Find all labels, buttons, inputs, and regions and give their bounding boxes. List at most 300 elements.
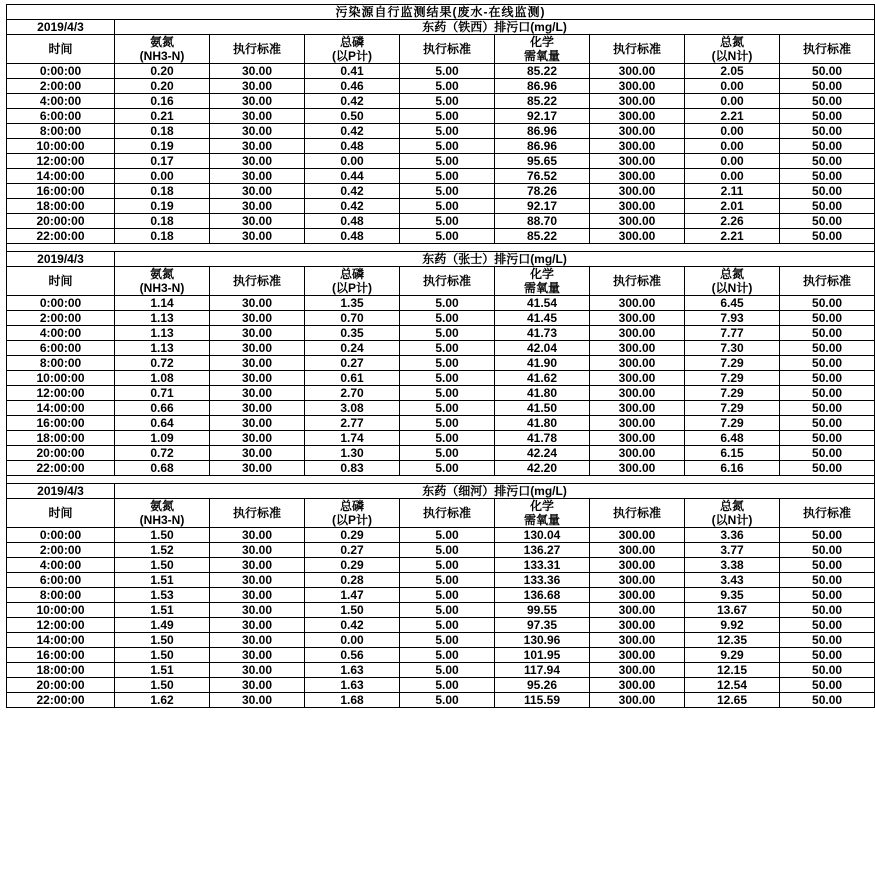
header-cod bbox=[495, 35, 590, 64]
section-header-row bbox=[7, 484, 875, 499]
header-nitrogen bbox=[685, 499, 780, 528]
cell-std-ammonia: 30.00 bbox=[210, 139, 305, 154]
cell-cod: 97.35 bbox=[495, 618, 590, 633]
cell-std-ammonia: 30.00 bbox=[210, 588, 305, 603]
cell-nitrogen: 3.77 bbox=[685, 543, 780, 558]
cell-nitrogen: 7.93 bbox=[685, 311, 780, 326]
header-phosphorus-line2: (以P计) bbox=[332, 49, 372, 63]
header-cod-line2: 需氧量 bbox=[523, 281, 560, 295]
cell-std-nitrogen: 50.00 bbox=[780, 446, 875, 461]
cell-std-ammonia: 30.00 bbox=[210, 693, 305, 708]
header-nitrogen-line2: (以N计) bbox=[711, 281, 753, 295]
cell-ammonia: 1.13 bbox=[115, 311, 210, 326]
report-table bbox=[6, 4, 875, 708]
header-std-ammonia: 执行标准 bbox=[210, 267, 305, 296]
cell-std-cod: 300.00 bbox=[590, 229, 685, 244]
cell-time: 10:00:00 bbox=[7, 371, 115, 386]
cell-nitrogen: 2.21 bbox=[685, 229, 780, 244]
cell-nitrogen: 7.29 bbox=[685, 386, 780, 401]
cell-std-nitrogen: 50.00 bbox=[780, 311, 875, 326]
cell-phosphorus: 3.08 bbox=[305, 401, 400, 416]
cell-cod: 42.20 bbox=[495, 461, 590, 476]
cell-nitrogen: 12.54 bbox=[685, 678, 780, 693]
cell-phosphorus: 0.48 bbox=[305, 214, 400, 229]
cell-std-nitrogen: 50.00 bbox=[780, 558, 875, 573]
cell-time: 8:00:00 bbox=[7, 124, 115, 139]
table-row bbox=[7, 663, 875, 678]
cell-std-ammonia: 30.00 bbox=[210, 543, 305, 558]
cell-cod: 130.04 bbox=[495, 528, 590, 543]
cell-phosphorus: 0.42 bbox=[305, 618, 400, 633]
section-date: 2019/4/3 bbox=[7, 484, 115, 499]
header-nitrogen bbox=[685, 267, 780, 296]
cell-ammonia: 0.72 bbox=[115, 356, 210, 371]
cell-cod: 41.62 bbox=[495, 371, 590, 386]
header-time: 时间 bbox=[7, 267, 115, 296]
cell-std-ammonia: 30.00 bbox=[210, 618, 305, 633]
cell-std-phosphorus: 5.00 bbox=[400, 64, 495, 79]
section-spacer bbox=[7, 244, 875, 252]
header-ammonia-line1: 氨氮 bbox=[149, 499, 174, 513]
cell-phosphorus: 1.68 bbox=[305, 693, 400, 708]
cell-std-ammonia: 30.00 bbox=[210, 558, 305, 573]
cell-ammonia: 1.52 bbox=[115, 543, 210, 558]
cell-std-cod: 300.00 bbox=[590, 648, 685, 663]
cell-std-phosphorus: 5.00 bbox=[400, 79, 495, 94]
cell-std-cod: 300.00 bbox=[590, 139, 685, 154]
cell-ammonia: 1.13 bbox=[115, 341, 210, 356]
cell-std-nitrogen: 50.00 bbox=[780, 663, 875, 678]
cell-phosphorus: 0.41 bbox=[305, 64, 400, 79]
table-row bbox=[7, 446, 875, 461]
cell-std-ammonia: 30.00 bbox=[210, 154, 305, 169]
cell-ammonia: 1.51 bbox=[115, 663, 210, 678]
cell-ammonia: 1.09 bbox=[115, 431, 210, 446]
cell-time: 2:00:00 bbox=[7, 79, 115, 94]
header-std-phosphorus: 执行标准 bbox=[400, 499, 495, 528]
cell-time: 12:00:00 bbox=[7, 386, 115, 401]
cell-std-ammonia: 30.00 bbox=[210, 401, 305, 416]
section-header-row bbox=[7, 20, 875, 35]
cell-std-ammonia: 30.00 bbox=[210, 296, 305, 311]
table-row bbox=[7, 199, 875, 214]
cell-phosphorus: 0.28 bbox=[305, 573, 400, 588]
table-row bbox=[7, 618, 875, 633]
cell-time: 22:00:00 bbox=[7, 693, 115, 708]
section-header-row bbox=[7, 252, 875, 267]
cell-std-phosphorus: 5.00 bbox=[400, 214, 495, 229]
cell-nitrogen: 2.05 bbox=[685, 64, 780, 79]
table-row bbox=[7, 94, 875, 109]
cell-time: 22:00:00 bbox=[7, 461, 115, 476]
table-row bbox=[7, 431, 875, 446]
cell-phosphorus: 0.27 bbox=[305, 356, 400, 371]
cell-std-phosphorus: 5.00 bbox=[400, 296, 495, 311]
header-ammonia-line2: (NH3-N) bbox=[139, 281, 185, 295]
cell-time: 6:00:00 bbox=[7, 341, 115, 356]
header-ammonia-line2: (NH3-N) bbox=[139, 49, 185, 63]
cell-time: 20:00:00 bbox=[7, 446, 115, 461]
cell-std-nitrogen: 50.00 bbox=[780, 124, 875, 139]
cell-ammonia: 0.18 bbox=[115, 184, 210, 199]
cell-ammonia: 0.21 bbox=[115, 109, 210, 124]
cell-std-cod: 300.00 bbox=[590, 124, 685, 139]
cell-std-phosphorus: 5.00 bbox=[400, 693, 495, 708]
cell-std-cod: 300.00 bbox=[590, 79, 685, 94]
cell-nitrogen: 2.11 bbox=[685, 184, 780, 199]
header-cod-line1: 化学 bbox=[529, 499, 554, 513]
cell-std-nitrogen: 50.00 bbox=[780, 64, 875, 79]
header-std-cod: 执行标准 bbox=[590, 267, 685, 296]
cell-std-ammonia: 30.00 bbox=[210, 461, 305, 476]
cell-ammonia: 0.16 bbox=[115, 94, 210, 109]
cell-ammonia: 1.50 bbox=[115, 528, 210, 543]
cell-cod: 41.90 bbox=[495, 356, 590, 371]
cell-ammonia: 1.08 bbox=[115, 371, 210, 386]
cell-ammonia: 0.68 bbox=[115, 461, 210, 476]
cell-std-cod: 300.00 bbox=[590, 401, 685, 416]
cell-std-nitrogen: 50.00 bbox=[780, 603, 875, 618]
cell-time: 0:00:00 bbox=[7, 296, 115, 311]
cell-std-ammonia: 30.00 bbox=[210, 326, 305, 341]
cell-std-ammonia: 30.00 bbox=[210, 416, 305, 431]
cell-std-ammonia: 30.00 bbox=[210, 678, 305, 693]
cell-phosphorus: 1.35 bbox=[305, 296, 400, 311]
cell-std-ammonia: 30.00 bbox=[210, 124, 305, 139]
cell-std-nitrogen: 50.00 bbox=[780, 573, 875, 588]
cell-std-cod: 300.00 bbox=[590, 603, 685, 618]
table-row bbox=[7, 229, 875, 244]
table-row bbox=[7, 139, 875, 154]
cell-std-nitrogen: 50.00 bbox=[780, 461, 875, 476]
cell-std-nitrogen: 50.00 bbox=[780, 184, 875, 199]
cell-time: 10:00:00 bbox=[7, 603, 115, 618]
header-std-cod: 执行标准 bbox=[590, 499, 685, 528]
cell-std-ammonia: 30.00 bbox=[210, 528, 305, 543]
cell-nitrogen: 13.67 bbox=[685, 603, 780, 618]
header-cod-line1: 化学 bbox=[529, 267, 554, 281]
cell-phosphorus: 0.83 bbox=[305, 461, 400, 476]
cell-time: 4:00:00 bbox=[7, 94, 115, 109]
header-phosphorus bbox=[305, 267, 400, 296]
cell-ammonia: 1.50 bbox=[115, 558, 210, 573]
header-cod-line2: 需氧量 bbox=[523, 513, 560, 527]
cell-std-ammonia: 30.00 bbox=[210, 386, 305, 401]
header-nitrogen-line2: (以N计) bbox=[711, 513, 753, 527]
cell-cod: 86.96 bbox=[495, 79, 590, 94]
cell-phosphorus: 0.48 bbox=[305, 229, 400, 244]
column-header-row bbox=[7, 35, 875, 64]
cell-phosphorus: 0.00 bbox=[305, 154, 400, 169]
cell-ammonia: 1.62 bbox=[115, 693, 210, 708]
header-std-ammonia: 执行标准 bbox=[210, 35, 305, 64]
cell-std-nitrogen: 50.00 bbox=[780, 341, 875, 356]
header-cod-line1: 化学 bbox=[529, 35, 554, 49]
cell-ammonia: 1.50 bbox=[115, 678, 210, 693]
title-row bbox=[7, 5, 875, 20]
table-row bbox=[7, 528, 875, 543]
column-header-row bbox=[7, 267, 875, 296]
cell-nitrogen: 6.48 bbox=[685, 431, 780, 446]
table-row bbox=[7, 693, 875, 708]
cell-std-phosphorus: 5.00 bbox=[400, 446, 495, 461]
cell-std-nitrogen: 50.00 bbox=[780, 79, 875, 94]
cell-std-cod: 300.00 bbox=[590, 386, 685, 401]
header-phosphorus bbox=[305, 35, 400, 64]
cell-nitrogen: 6.15 bbox=[685, 446, 780, 461]
cell-nitrogen: 7.29 bbox=[685, 401, 780, 416]
cell-nitrogen: 7.77 bbox=[685, 326, 780, 341]
section-outlet: 东药（铁西）排污口(mg/L) bbox=[115, 20, 875, 35]
cell-time: 14:00:00 bbox=[7, 633, 115, 648]
cell-time: 2:00:00 bbox=[7, 543, 115, 558]
header-ammonia bbox=[115, 267, 210, 296]
header-std-cod: 执行标准 bbox=[590, 35, 685, 64]
cell-ammonia: 0.66 bbox=[115, 401, 210, 416]
cell-nitrogen: 7.29 bbox=[685, 416, 780, 431]
cell-phosphorus: 0.42 bbox=[305, 199, 400, 214]
cell-phosphorus: 0.27 bbox=[305, 543, 400, 558]
header-phosphorus-line1: 总磷 bbox=[339, 267, 364, 281]
cell-std-nitrogen: 50.00 bbox=[780, 139, 875, 154]
cell-ammonia: 0.19 bbox=[115, 199, 210, 214]
cell-std-cod: 300.00 bbox=[590, 446, 685, 461]
cell-time: 16:00:00 bbox=[7, 184, 115, 199]
header-std-phosphorus: 执行标准 bbox=[400, 35, 495, 64]
cell-time: 16:00:00 bbox=[7, 416, 115, 431]
cell-ammonia: 1.14 bbox=[115, 296, 210, 311]
cell-ammonia: 1.50 bbox=[115, 633, 210, 648]
table-row bbox=[7, 416, 875, 431]
cell-std-phosphorus: 5.00 bbox=[400, 678, 495, 693]
cell-std-cod: 300.00 bbox=[590, 693, 685, 708]
cell-std-nitrogen: 50.00 bbox=[780, 199, 875, 214]
cell-std-cod: 300.00 bbox=[590, 311, 685, 326]
cell-std-cod: 300.00 bbox=[590, 326, 685, 341]
cell-nitrogen: 6.16 bbox=[685, 461, 780, 476]
cell-std-phosphorus: 5.00 bbox=[400, 311, 495, 326]
cell-nitrogen: 7.29 bbox=[685, 371, 780, 386]
cell-nitrogen: 6.45 bbox=[685, 296, 780, 311]
header-phosphorus bbox=[305, 499, 400, 528]
cell-std-cod: 300.00 bbox=[590, 199, 685, 214]
cell-cod: 85.22 bbox=[495, 229, 590, 244]
cell-std-nitrogen: 50.00 bbox=[780, 326, 875, 341]
cell-ammonia: 1.49 bbox=[115, 618, 210, 633]
cell-cod: 85.22 bbox=[495, 64, 590, 79]
cell-time: 12:00:00 bbox=[7, 154, 115, 169]
cell-std-phosphorus: 5.00 bbox=[400, 633, 495, 648]
cell-cod: 92.17 bbox=[495, 199, 590, 214]
table-row bbox=[7, 169, 875, 184]
cell-std-nitrogen: 50.00 bbox=[780, 154, 875, 169]
cell-std-phosphorus: 5.00 bbox=[400, 154, 495, 169]
header-nitrogen bbox=[685, 35, 780, 64]
cell-std-nitrogen: 50.00 bbox=[780, 229, 875, 244]
cell-std-ammonia: 30.00 bbox=[210, 94, 305, 109]
cell-std-nitrogen: 50.00 bbox=[780, 633, 875, 648]
cell-std-ammonia: 30.00 bbox=[210, 214, 305, 229]
table-row bbox=[7, 573, 875, 588]
cell-std-cod: 300.00 bbox=[590, 588, 685, 603]
table-row bbox=[7, 588, 875, 603]
cell-std-phosphorus: 5.00 bbox=[400, 401, 495, 416]
cell-std-ammonia: 30.00 bbox=[210, 169, 305, 184]
cell-nitrogen: 3.36 bbox=[685, 528, 780, 543]
cell-std-phosphorus: 5.00 bbox=[400, 124, 495, 139]
cell-ammonia: 0.18 bbox=[115, 124, 210, 139]
cell-ammonia: 0.00 bbox=[115, 169, 210, 184]
header-phosphorus-line2: (以P计) bbox=[332, 513, 372, 527]
cell-nitrogen: 12.15 bbox=[685, 663, 780, 678]
cell-phosphorus: 0.42 bbox=[305, 94, 400, 109]
header-std-nitrogen: 执行标准 bbox=[780, 35, 875, 64]
cell-cod: 136.27 bbox=[495, 543, 590, 558]
cell-cod: 99.55 bbox=[495, 603, 590, 618]
header-std-nitrogen: 执行标准 bbox=[780, 499, 875, 528]
cell-nitrogen: 7.29 bbox=[685, 356, 780, 371]
header-std-ammonia: 执行标准 bbox=[210, 499, 305, 528]
cell-ammonia: 0.72 bbox=[115, 446, 210, 461]
cell-std-nitrogen: 50.00 bbox=[780, 588, 875, 603]
table-row bbox=[7, 296, 875, 311]
cell-std-phosphorus: 5.00 bbox=[400, 603, 495, 618]
cell-std-ammonia: 30.00 bbox=[210, 446, 305, 461]
table-row bbox=[7, 678, 875, 693]
cell-std-cod: 300.00 bbox=[590, 416, 685, 431]
header-phosphorus-line2: (以P计) bbox=[332, 281, 372, 295]
table-row bbox=[7, 214, 875, 229]
cell-cod: 133.36 bbox=[495, 573, 590, 588]
cell-time: 0:00:00 bbox=[7, 64, 115, 79]
cell-phosphorus: 2.70 bbox=[305, 386, 400, 401]
cell-std-phosphorus: 5.00 bbox=[400, 431, 495, 446]
column-header-row bbox=[7, 499, 875, 528]
header-cod bbox=[495, 267, 590, 296]
cell-cod: 86.96 bbox=[495, 124, 590, 139]
cell-std-ammonia: 30.00 bbox=[210, 109, 305, 124]
cell-phosphorus: 0.24 bbox=[305, 341, 400, 356]
cell-nitrogen: 3.43 bbox=[685, 573, 780, 588]
cell-std-phosphorus: 5.00 bbox=[400, 543, 495, 558]
header-nitrogen-line2: (以N计) bbox=[711, 49, 753, 63]
cell-cod: 136.68 bbox=[495, 588, 590, 603]
cell-std-phosphorus: 5.00 bbox=[400, 663, 495, 678]
cell-ammonia: 1.51 bbox=[115, 603, 210, 618]
cell-std-phosphorus: 5.00 bbox=[400, 416, 495, 431]
table-row bbox=[7, 326, 875, 341]
table-row bbox=[7, 633, 875, 648]
cell-nitrogen: 9.92 bbox=[685, 618, 780, 633]
cell-std-cod: 300.00 bbox=[590, 371, 685, 386]
cell-std-nitrogen: 50.00 bbox=[780, 528, 875, 543]
cell-ammonia: 0.71 bbox=[115, 386, 210, 401]
cell-std-nitrogen: 50.00 bbox=[780, 401, 875, 416]
cell-std-phosphorus: 5.00 bbox=[400, 326, 495, 341]
cell-std-phosphorus: 5.00 bbox=[400, 341, 495, 356]
cell-std-phosphorus: 5.00 bbox=[400, 199, 495, 214]
cell-time: 10:00:00 bbox=[7, 139, 115, 154]
cell-std-ammonia: 30.00 bbox=[210, 431, 305, 446]
cell-std-cod: 300.00 bbox=[590, 633, 685, 648]
cell-std-cod: 300.00 bbox=[590, 169, 685, 184]
header-std-phosphorus: 执行标准 bbox=[400, 267, 495, 296]
cell-ammonia: 0.64 bbox=[115, 416, 210, 431]
cell-ammonia: 0.19 bbox=[115, 139, 210, 154]
cell-std-ammonia: 30.00 bbox=[210, 229, 305, 244]
cell-std-ammonia: 30.00 bbox=[210, 603, 305, 618]
cell-time: 12:00:00 bbox=[7, 618, 115, 633]
cell-ammonia: 1.50 bbox=[115, 648, 210, 663]
cell-std-ammonia: 30.00 bbox=[210, 648, 305, 663]
cell-std-ammonia: 30.00 bbox=[210, 663, 305, 678]
cell-nitrogen: 2.01 bbox=[685, 199, 780, 214]
cell-time: 6:00:00 bbox=[7, 109, 115, 124]
header-ammonia-line1: 氨氮 bbox=[149, 35, 174, 49]
cell-std-phosphorus: 5.00 bbox=[400, 573, 495, 588]
cell-ammonia: 1.13 bbox=[115, 326, 210, 341]
cell-time: 8:00:00 bbox=[7, 588, 115, 603]
header-ammonia-line2: (NH3-N) bbox=[139, 513, 185, 527]
cell-std-cod: 300.00 bbox=[590, 64, 685, 79]
cell-cod: 41.45 bbox=[495, 311, 590, 326]
cell-nitrogen: 9.35 bbox=[685, 588, 780, 603]
cell-cod: 41.80 bbox=[495, 386, 590, 401]
cell-std-cod: 300.00 bbox=[590, 109, 685, 124]
cell-nitrogen: 0.00 bbox=[685, 154, 780, 169]
cell-std-phosphorus: 5.00 bbox=[400, 229, 495, 244]
cell-std-cod: 300.00 bbox=[590, 618, 685, 633]
cell-std-cod: 300.00 bbox=[590, 214, 685, 229]
cell-time: 18:00:00 bbox=[7, 663, 115, 678]
cell-phosphorus: 0.56 bbox=[305, 648, 400, 663]
cell-phosphorus: 1.74 bbox=[305, 431, 400, 446]
header-time: 时间 bbox=[7, 35, 115, 64]
cell-time: 18:00:00 bbox=[7, 431, 115, 446]
cell-phosphorus: 0.48 bbox=[305, 139, 400, 154]
cell-std-ammonia: 30.00 bbox=[210, 64, 305, 79]
cell-phosphorus: 0.29 bbox=[305, 528, 400, 543]
cell-cod: 78.26 bbox=[495, 184, 590, 199]
cell-std-cod: 300.00 bbox=[590, 154, 685, 169]
cell-nitrogen: 12.65 bbox=[685, 693, 780, 708]
cell-std-cod: 300.00 bbox=[590, 663, 685, 678]
cell-cod: 41.80 bbox=[495, 416, 590, 431]
cell-std-cod: 300.00 bbox=[590, 356, 685, 371]
cell-cod: 95.65 bbox=[495, 154, 590, 169]
cell-time: 14:00:00 bbox=[7, 401, 115, 416]
table-row bbox=[7, 341, 875, 356]
section-spacer bbox=[7, 476, 875, 484]
table-row bbox=[7, 461, 875, 476]
cell-std-phosphorus: 5.00 bbox=[400, 588, 495, 603]
cell-cod: 130.96 bbox=[495, 633, 590, 648]
cell-std-phosphorus: 5.00 bbox=[400, 371, 495, 386]
cell-std-nitrogen: 50.00 bbox=[780, 648, 875, 663]
cell-std-phosphorus: 5.00 bbox=[400, 94, 495, 109]
cell-cod: 86.96 bbox=[495, 139, 590, 154]
cell-std-nitrogen: 50.00 bbox=[780, 678, 875, 693]
cell-std-nitrogen: 50.00 bbox=[780, 356, 875, 371]
cell-std-ammonia: 30.00 bbox=[210, 341, 305, 356]
cell-cod: 42.24 bbox=[495, 446, 590, 461]
cell-std-nitrogen: 50.00 bbox=[780, 618, 875, 633]
cell-time: 20:00:00 bbox=[7, 678, 115, 693]
cell-cod: 76.52 bbox=[495, 169, 590, 184]
header-nitrogen-line1: 总氮 bbox=[719, 499, 744, 513]
cell-cod: 95.26 bbox=[495, 678, 590, 693]
cell-std-nitrogen: 50.00 bbox=[780, 169, 875, 184]
